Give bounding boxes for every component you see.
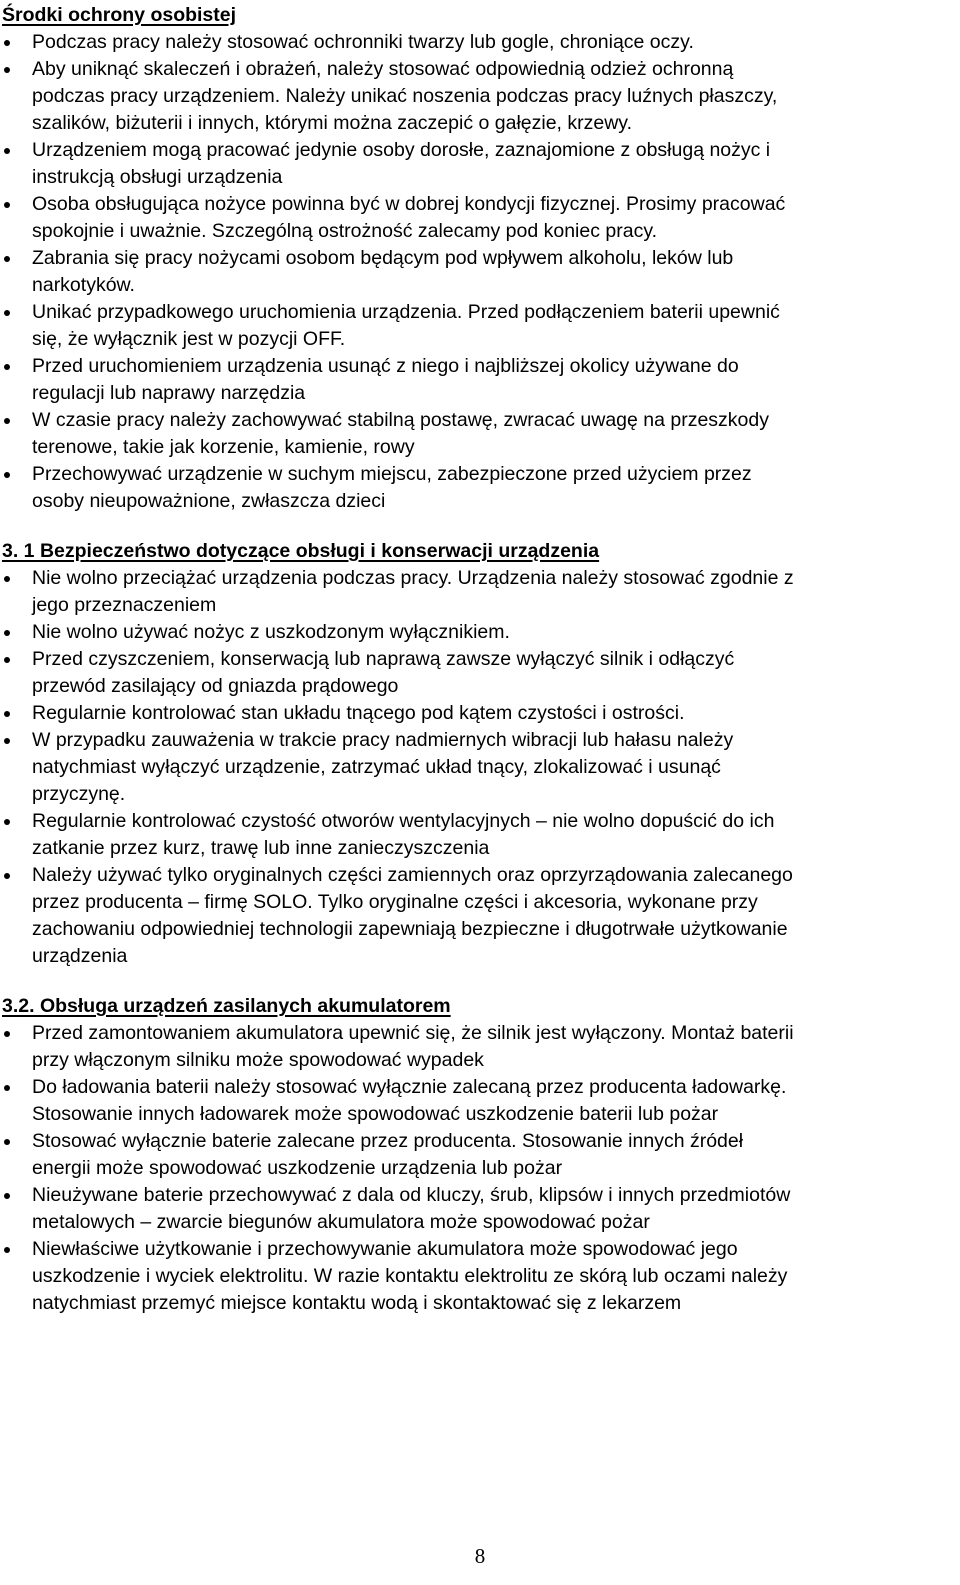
list-item-text [32,1182,950,1236]
text-line: Regularnie kontrolować czystość otworów wentylacyjnych – nie wolno dopuścić do ich [32,810,775,832]
list-item [0,56,960,137]
text-line: jego przeznaczeniem [32,594,217,616]
text-line: przy włączonym silniku może spowodować wypadek [32,1049,484,1071]
list-item [0,299,960,353]
text-line: regulacji lub naprawy narzędzia [32,382,306,404]
text-line: Urządzeniem mogą pracować jedynie osoby dorosłe, zaznajomione z obsługą nożyc i [32,139,771,161]
bullet-list [0,29,960,515]
bullet-icon [4,1193,10,1199]
list-item-text [32,862,950,970]
text-line: spokojnie i uważnie. Szczególną ostrożność zalecamy pod koniec pracy. [32,220,658,242]
text-line: przez producenta – firmę SOLO. Tylko oryginalne części i akcesoria, wykonane przy [32,891,758,913]
text-line: osoby nieupoważnione, zwłaszcza dzieci [32,490,386,512]
bullet-icon [4,472,10,478]
section-heading: 3. 1 Bezpieczeństwo dotyczące obsługi i konserwacji urządzenia [2,540,600,562]
list-item [0,565,960,619]
list-item [0,619,960,646]
list-item [0,862,960,970]
bullet-icon [4,418,10,424]
text-line: Stosować wyłącznie baterie zalecane przez producenta. Stosowanie innych źródeł [32,1130,744,1152]
list-item [0,646,960,700]
bullet-icon [4,256,10,262]
list-item-text [32,1074,950,1128]
bullet-icon [4,657,10,663]
text-line: Podczas pracy należy stosować ochronniki twarzy lub gogle, chroniące oczy. [32,31,694,53]
bullet-icon [4,1085,10,1091]
text-line: narkotyków. [32,274,135,296]
list-item [0,353,960,407]
list-item [0,137,960,191]
text-line: Przed zamontowaniem akumulatora upewnić się, że silnik jest wyłączony. Montaż baterii [32,1022,794,1044]
list-item-text [32,29,950,56]
list-item [0,700,960,727]
bullet-icon [4,148,10,154]
text-line: W czasie pracy należy zachowywać stabilną postawę, zwracać uwagę na przeszkody [32,409,770,431]
list-item [0,29,960,56]
text-line: Unikać przypadkowego uruchomienia urządzenia. Przed podłączeniem baterii upewnić [32,301,780,323]
list-item-text [32,1236,950,1317]
text-line: instrukcją obsługi urządzenia [32,166,283,188]
text-line: Osoba obsługująca nożyce powinna być w dobrej kondycji fizycznej. Prosimy pracować [32,193,786,215]
text-line: się, że wyłącznik jest w pozycji OFF. [32,328,346,350]
text-line: Przed czyszczeniem, konserwacją lub naprawą zawsze wyłączyć silnik i odłączyć [32,648,735,670]
list-item-text [32,137,950,191]
text-line: Nieużywane baterie przechowywać z dala od kluczy, śrub, klipsów i innych przedmiotów [32,1184,791,1206]
text-line: szalików, biżuterii i innych, którymi można zaczepić o gałęzie, krzewy. [32,112,633,134]
text-line: W przypadku zauważenia w trakcie pracy nadmiernych wibracji lub hałasu należy [32,729,734,751]
text-line: uszkodzenie i wyciek elektrolitu. W razie kontaktu elektrolitu ze skórą lub oczami należy [32,1265,788,1287]
bullet-icon [4,40,10,46]
list-item-text [32,700,950,727]
list-item [0,808,960,862]
list-item-text [32,808,950,862]
list-item [0,245,960,299]
bullet-icon [4,738,10,744]
list-item [0,1128,960,1182]
page-number: 8 [474,1544,486,1568]
list-item [0,1236,960,1317]
list-item-text [32,565,950,619]
list-item-text [32,1020,950,1074]
list-item-text [32,245,950,299]
bullet-icon [4,1031,10,1037]
bullet-list [0,1020,960,1317]
text-line: energii może spowodować uszkodzenie urządzenia lub pożar [32,1157,563,1179]
bullet-icon [4,1139,10,1145]
list-item-text [32,646,950,700]
list-item-text [32,56,950,137]
text-line: zatkanie przez kurz, trawę lub inne zanieczyszczenia [32,837,490,859]
list-item [0,191,960,245]
list-item [0,1074,960,1128]
bullet-icon [4,576,10,582]
list-item-text [32,1128,950,1182]
bullet-icon [4,310,10,316]
text-line: przewód zasilający od gniazda prądowego [32,675,399,697]
text-line: podczas pracy urządzeniem. Należy unikać noszenia podczas pracy luźnych płaszczy, [32,85,778,107]
text-line: zachowaniu odpowiedniej technologii zapewniają bezpieczne i długotrwałe użytkowanie [32,918,788,940]
document-content [0,2,960,1317]
list-item-text [32,191,950,245]
bullet-icon [4,819,10,825]
list-item-text [32,727,950,808]
bullet-icon [4,67,10,73]
list-item-text [32,461,950,515]
bullet-icon [4,202,10,208]
text-line: urządzenia [32,945,128,967]
section-heading: Środki ochrony osobistej [2,4,237,26]
bullet-list [0,565,960,970]
text-line: Aby uniknąć skaleczeń i obrażeń, należy stosować odpowiednią odzież ochronną [32,58,734,80]
text-line: Przechowywać urządzenie w suchym miejscu, zabezpieczone przed użyciem przez [32,463,752,485]
section-heading: 3.2. Obsługa urządzeń zasilanych akumulatorem [2,995,451,1017]
text-line: Niewłaściwe użytkowanie i przechowywanie akumulatora może spowodować jego [32,1238,738,1260]
list-item-text [32,407,950,461]
text-line: Do ładowania baterii należy stosować wyłącznie zalecaną przez producenta ładowarkę. [32,1076,787,1098]
text-line: przyczynę. [32,783,126,805]
text-line: terenowe, takie jak korzenie, kamienie, rowy [32,436,415,458]
list-item [0,727,960,808]
text-line: natychmiast przemyć miejsce kontaktu wodą i skontaktować się z lekarzem [32,1292,682,1314]
bullet-icon [4,630,10,636]
list-item-text [32,299,950,353]
bullet-icon [4,1247,10,1253]
text-line: Nie wolno przeciążać urządzenia podczas pracy. Urządzenia należy stosować zgodnie z [32,567,794,589]
text-line: metalowych – zwarcie biegunów akumulatora może spowodować pożar [32,1211,650,1233]
text-line: Nie wolno używać nożyc z uszkodzonym wyłącznikiem. [32,621,510,643]
bullet-icon [4,364,10,370]
bullet-icon [4,711,10,717]
list-item [0,1020,960,1074]
list-item-text [32,353,950,407]
text-line: Przed uruchomieniem urządzenia usunąć z niego i najbliższej okolicy używane do [32,355,739,377]
list-item [0,461,960,515]
text-line: Regularnie kontrolować stan układu tnącego pod kątem czystości i ostrości. [32,702,685,724]
list-item-text [32,619,950,646]
list-item [0,407,960,461]
text-line: natychmiast wyłączyć urządzenie, zatrzymać układ tnący, zlokalizować i usunąć [32,756,721,778]
text-line: Zabrania się pracy nożycami osobom będącym pod wpływem alkoholu, leków lub [32,247,734,269]
text-line: Należy używać tylko oryginalnych części zamiennych oraz oprzyrządowania zalecanego [32,864,793,886]
list-item [0,1182,960,1236]
bullet-icon [4,873,10,879]
text-line: Stosowanie innych ładowarek może spowodować uszkodzenie baterii lub pożar [32,1103,719,1125]
